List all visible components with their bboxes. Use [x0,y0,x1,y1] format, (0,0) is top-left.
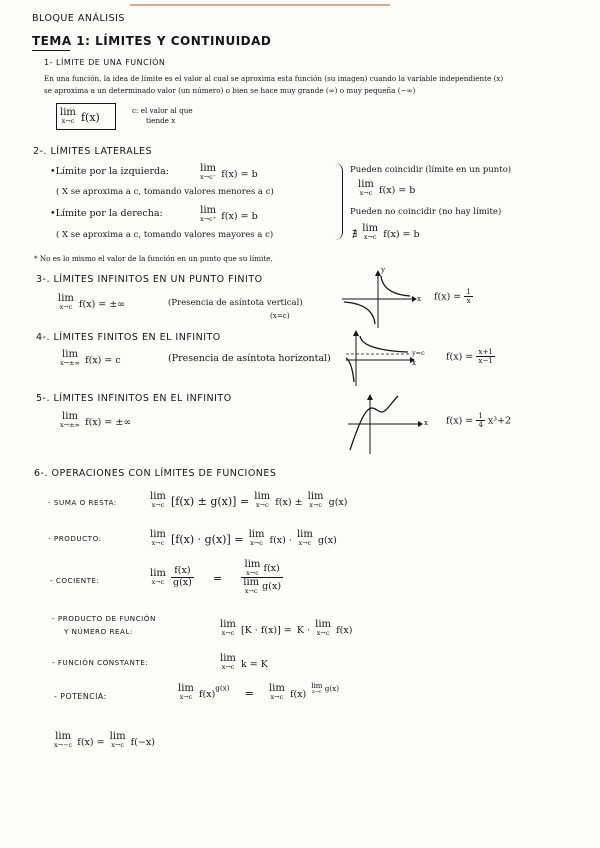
s2-coincide-limit: lim x→c f(x) = b [358,179,416,198]
s2-left-limit: lim x→c⁻ f(x) = b [200,163,258,182]
s4-yc-label: y=c [412,349,425,357]
s2-no-coincide: Pueden no coincidir (no hay límite) [350,207,502,217]
page-top-edge [130,4,390,6]
s5-axis-x: x [424,418,429,427]
s2-no-coincide-limit: ∄ lim x→c f(x) = b [352,223,420,242]
s3-axis-y: y [381,265,386,274]
s2-coincide: Pueden coincidir (límite en un punto) [350,165,512,175]
s6-coc-label: - COCIENTE: [50,576,100,585]
s1-limit: lim x→c f(x) [60,107,100,126]
s6-prodk-formula: lim x→c [K · f(x)] = K · lim x→c f(x) [220,619,353,638]
s5-heading: 5-. LÍMITES INFINITOS EN EL INFINITO [36,393,232,404]
s4-function: f(x) = $\frac{x+1}{x-1}$ [446,347,493,366]
s6-prod-formula: lim x→c [f(x) · g(x)] = lim x→c f(x) · lim x→c g(x) [150,529,337,548]
s6-prod-label: - PRODUCTO: [48,534,102,543]
s3-axis-x: x [417,294,422,303]
header: BLOQUE ANÁLISIS [32,13,125,24]
s6-pot-label: - POTENCIA: [54,692,107,701]
s3-hyperbola-graph [340,268,420,330]
s4-heading: 4-. LÍMITES FINITOS EN EL INFINITO [36,332,221,343]
s5-function: f(x) = $\frac{1}{4}$ x³+2 [446,411,512,430]
s1-note1: c: el valor al que [132,106,193,115]
s6-parity-formula: lim x→−c f(x) = lim x→c f(−x) [54,731,155,750]
s2-right-note: ( X se aproxima a c, tomando valores mayores a c) [56,230,274,240]
s4-limit: lim x→±∞ f(x) = c [60,349,121,368]
s2-heading: 2-. LÍMITES LATERALES [33,146,153,157]
s6-prodk-label2: Y NÚMERO REAL: [64,627,133,636]
s1-heading: 1- LÍMITE DE UNA FUNCIÓN [44,58,166,67]
s6-coc-formula: lim x→c $\frac{f(x)}{g(x)}$ = lim x→c f(x) lim x→c g(x) [150,559,282,595]
s1-line2: se aproxima a un determinado valor (un número) o bien se hace muy grande (∞) o muy pequeña (−∞) [44,86,416,95]
s4-axis-x: x [412,358,417,367]
s1-line1: En una función, la idea de límite es el valor al cual se aproxima esta función (su imagen) cuando la variable independiente (x) [44,74,504,83]
s2-left-note: ( X se aproxima a c, tomando valores menores a c) [56,187,274,197]
s1-note2: tiende x [146,116,176,125]
s2-right-limit: lim x→c⁺ f(x) = b [200,205,258,224]
s6-pot-formula: lim x→c $f(x)^{g(x)}$ = lim x→c f(x) $^{lim x\to c g(x)}$ [178,681,340,702]
s2-footnote: * No es lo mismo el valor de la función en un punto que su límite. [34,254,273,263]
s6-heading: 6-. OPERACIONES CON LÍMITES DE FUNCIONES [34,468,277,479]
title-underline [32,50,70,51]
page-title: TEMA 1: LÍMITES Y CONTINUIDAD [32,34,272,48]
s6-const-label: - FUNCIÓN CONSTANTE: [52,658,149,667]
s6-prodk-label1: - PRODUCTO DE FUNCIÓN [52,614,156,623]
s4-note: (Presencia de asíntota horizontal) [168,353,331,364]
s2-right-label: •Límite por la derecha: [50,208,163,219]
s6-suma-label: - SUMA O RESTA: [48,498,117,507]
s3-note2: (x=c) [270,311,290,320]
s5-limit: lim x→±∞ f(x) = ±∞ [60,411,132,430]
s3-note: (Presencia de asíntota vertical) [168,298,303,308]
s6-suma-formula: lim x→c [f(x) ± g(x)] = lim x→c f(x) ± lim x→c g(x) [150,491,348,510]
s5-cubic-graph [346,392,429,456]
lateral-limits-brace [334,163,343,240]
s2-left-label: •Límite por la izquierda: [50,166,169,177]
s6-const-formula: lim x→c k = K [220,653,268,672]
s3-heading: 3-. LÍMITES INFINITOS EN UN PUNTO FINITO [36,274,263,285]
s3-function: f(x) = $\frac{1}{x}$ [434,287,471,306]
s3-limit: lim x→c f(x) = ±∞ [58,293,126,312]
